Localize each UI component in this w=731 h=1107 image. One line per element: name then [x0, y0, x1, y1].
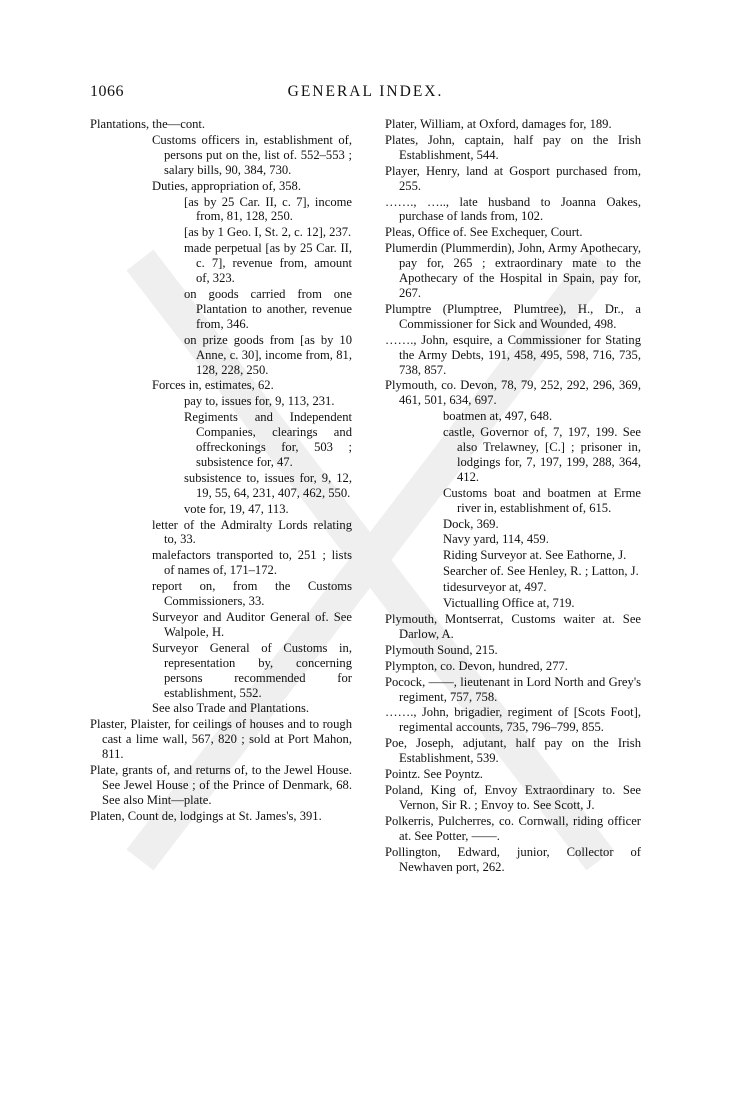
index-entry: Poland, King of, Envoy Extraordinary to. See Vernon, Sir R. ; Envoy to. See Scott, J.	[385, 782, 641, 812]
index-entry: Pocock, ——, lieutenant in Lord North and Grey's regiment, 757, 758.	[385, 674, 641, 704]
index-entry: Plantations, the—cont.	[90, 117, 206, 131]
index-entry: castle, Governor of, 7, 197, 199. See also Trelawney, [C.] ; prisoner in, lodgings for, 7, 197, 199, 288, 364, 412.	[443, 425, 641, 484]
index-entry: tidesurveyor at, 497.	[443, 580, 547, 595]
index-entry: Forces in, estimates, 62.	[152, 378, 274, 393]
index-entry: Surveyor and Auditor General of. See Walpole, H.	[152, 610, 352, 639]
index-entry: Plater, William, at Oxford, damages for, 189.	[385, 117, 612, 131]
index-entry: Plate, grants of, and returns of, to the Jewel House. See Jewel House ; of the Prince of Denmark, 68. See also Mint—plate.	[90, 763, 352, 807]
index-entry: [as by 1 Geo. I, St. 2, c. 12], 237.	[184, 225, 352, 240]
index-entry: made perpetual [as by 25 Car. II, c. 7], revenue from, amount of, 323.	[184, 241, 352, 286]
index-entry: Navy yard, 114, 459.	[443, 532, 549, 547]
index-entry: Riding Surveyor at. See Eathorne, J.	[443, 548, 627, 563]
index-entry: Dock, 369.	[443, 516, 499, 531]
index-entry: Platen, Count de, lodgings at St. James's, 391.	[90, 808, 322, 823]
index-entry: report on, from the Customs Commissioners, 33.	[152, 579, 352, 609]
index-entry: ……., ….., late husband to Joanna Oakes, purchase of lands from, 102.	[385, 194, 641, 224]
index-entry: boatmen at, 497, 648.	[443, 409, 553, 424]
index-entry: vote for, 19, 47, 113.	[184, 501, 289, 516]
index-entry: Plympton, co. Devon, hundred, 277.	[385, 658, 568, 673]
index-entry: Pollington, Edward, junior, Collector of Newhaven port, 262.	[385, 844, 641, 874]
left-index-column	[90, 117, 352, 825]
index-entry: pay to, issues for, 9, 113, 231.	[184, 394, 335, 409]
index-entry: Plymouth, co. Devon, 78, 79, 252, 292, 296, 369, 461, 501, 634, 697.	[385, 378, 641, 408]
index-entry: Pleas, Office of. See Exchequer, Court.	[385, 225, 583, 240]
index-entry: subsistence to, issues for, 9, 12, 19, 55, 64, 231, 407, 462, 550.	[184, 470, 352, 500]
page-number: 1066	[90, 83, 124, 100]
index-entry: Customs officers in, establishment of, persons put on the, list of. 552–553 ; salary bills, 90, 384, 730.	[152, 132, 352, 177]
page-header	[90, 83, 641, 107]
index-entry: Poe, Joseph, adjutant, half pay on the Irish Establishment, 539.	[385, 736, 641, 766]
index-entry: Regiments and Independent Companies, clearings and offreckonings for, 503 ; subsistence for, 47.	[184, 410, 352, 469]
running-title: GENERAL INDEX.	[287, 83, 444, 100]
index-entry: Plates, John, captain, half pay on the Irish Establishment, 544.	[385, 132, 641, 162]
index-entry: Pointz. See Poyntz.	[385, 767, 483, 782]
right-index-column	[385, 117, 641, 875]
index-entry: Plumptre (Plumptree, Plumtree), H., Dr., a Commissioner for Sick and Wounded, 498.	[385, 301, 641, 331]
index-entry: Polkerris, Pulcherres, co. Cornwall, riding officer at. See Potter, ——.	[385, 813, 641, 843]
index-entry: Surveyor General of Customs in, representation by, concerning persons recommended for establishment, 552.	[152, 640, 352, 700]
index-entry: Plymouth Sound, 215.	[385, 642, 498, 657]
index-entry: [as by 25 Car. II, c. 7], income from, 81, 128, 250.	[184, 194, 352, 224]
index-entry: letter of the Admiralty Lords relating to, 33.	[152, 517, 352, 547]
index-entry: Customs boat and boatmen at Erme river in, establishment of, 615.	[443, 485, 641, 515]
index-entry: malefactors transported to, 251 ; lists of names of, 171–172.	[152, 548, 352, 578]
index-entry: on prize goods from [as by 10 Anne, c. 30], income from, 81, 128, 228, 250.	[184, 332, 352, 377]
index-entry: on goods carried from one Plantation to another, revenue from, 346.	[184, 286, 352, 331]
index-entry: ……., John, brigadier, regiment of [Scots Foot], regimental accounts, 735, 796–799, 855.	[385, 705, 641, 735]
index-entry: Plaster, Plaister, for ceilings of houses and to rough cast a lime wall, 567, 820 ; sold at Port Mahon, 811.	[90, 717, 352, 762]
index-entry: ……., John, esquire, a Commissioner for Stating the Army Debts, 191, 458, 495, 598, 716, 735, 738, 857.	[385, 332, 641, 377]
index-entry: Searcher of. See Henley, R. ; Latton, J.	[443, 564, 639, 579]
index-entry: Plumerdin (Plummerdin), John, Army Apothecary, pay for, 265 ; extraordinary mate to the Apothecary of the Hospital in Spain, pay for, 267.	[385, 241, 641, 300]
index-entry: Player, Henry, land at Gosport purchased from, 255.	[385, 163, 641, 193]
index-entry: Victualling Office at, 719.	[443, 596, 575, 611]
index-entry: Duties, appropriation of, 358.	[152, 178, 301, 193]
index-entry: Plymouth, Montserrat, Customs waiter at. See Darlow, A.	[385, 612, 641, 641]
index-entry: See also Trade and Plantations.	[152, 701, 310, 716]
